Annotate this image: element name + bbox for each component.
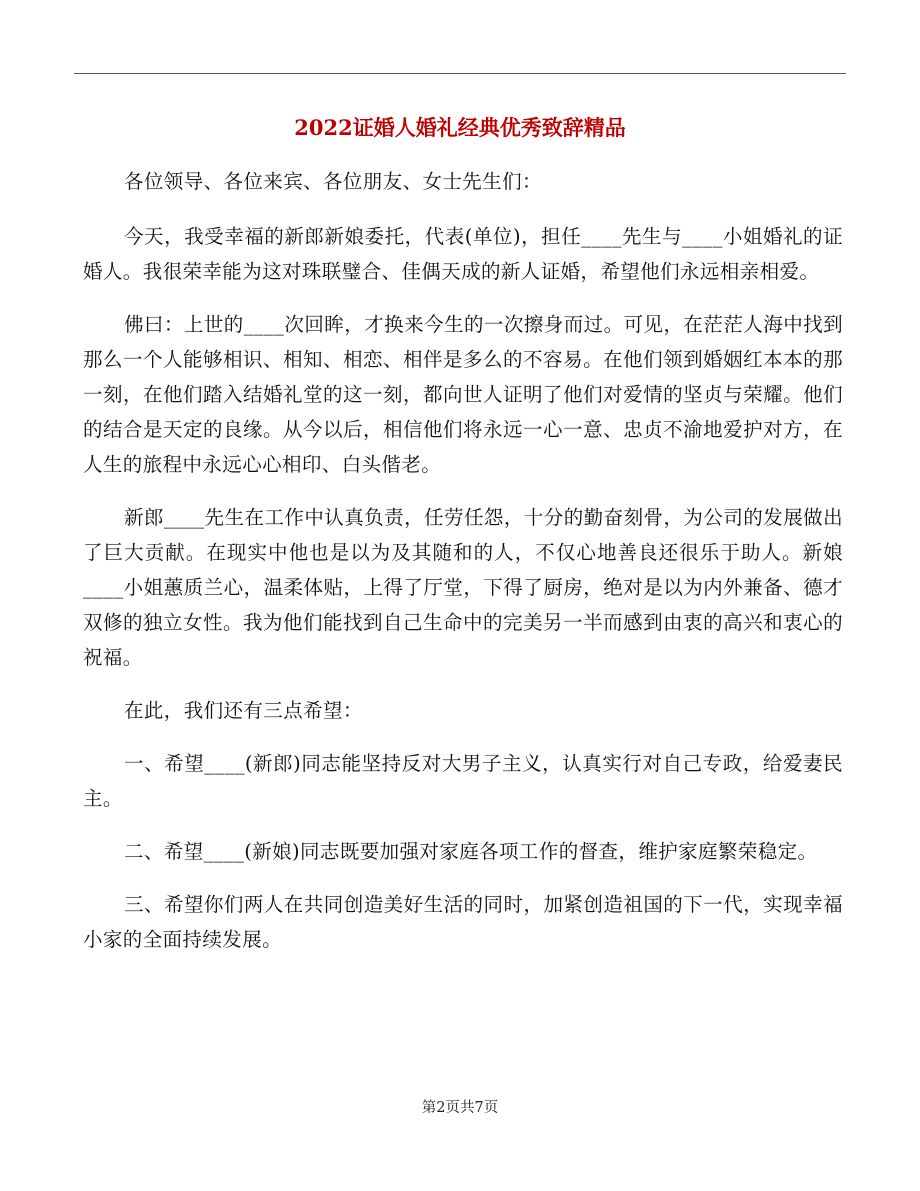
header-rule xyxy=(74,73,846,74)
paragraph-hope-2: 二、希望____(新娘)同志既要加强对家庭各项工作的督查，维护家庭繁荣稳定。 xyxy=(124,840,818,863)
paragraph-hope-1: 一、希望____(新郎)同志能坚持反对大男子主义，认真实行对自己专政，给爱妻民主。 xyxy=(83,752,843,810)
paragraph-intro: 今天，我受幸福的新郎新娘委托，代表(单位)，担任____先生与____小姐婚礼的证婚人。我很荣幸能为这对珠联璧合、佳偶天成的新人证婚，希望他们永远相亲相爱。 xyxy=(83,225,843,283)
document-body xyxy=(83,164,843,975)
paragraph-greeting: 各位领导、各位来宾、各位朋友、女士先生们： xyxy=(124,170,542,193)
page-number: 第2页共7页 xyxy=(421,1100,499,1116)
paragraph-couple: 新郎____先生在工作中认真负责，任劳任怨，十分的勤奋刻骨，为公司的发展做出了巨大贡献。在现实中他也是以为及其随和的人，不仅心地善良还很乐于助人。新娘____小姐蕙质兰心，温柔体贴，上得了厅堂，下得了厨房，绝对是以为内外兼备、德才双修的独立女性。我为他们能找到自己生命中的完美另一半而感到由衷的高兴和衷心的祝福。 xyxy=(83,506,843,669)
paragraph-hope-3: 三、希望你们两人在共同创造美好生活的同时，加紧创造祖国的下一代，实现幸福小家的全面持续发展。 xyxy=(83,893,843,951)
paragraph-fate: 佛曰：上世的____次回眸，才换来今生的一次擦身而过。可见，在茫茫人海中找到那么一个人能够相识、相知、相恋、相伴是多么的不容易。在他们领到婚姻红本本的那一刻，在他们踏入结婚礼堂的这一刻，都向世人证明了他们对爱情的坚贞与荣耀。他们的结合是天定的良缘。从今以后，相信他们将永远一心一意、忠贞不渝地爱护对方，在人生的旅程中永远心心相印、白头偕老。 xyxy=(83,313,843,476)
paragraph-hopes-intro: 在此，我们还有三点希望： xyxy=(124,699,363,722)
document-title: 2022证婚人婚礼经典优秀致辞精品 xyxy=(294,115,626,140)
